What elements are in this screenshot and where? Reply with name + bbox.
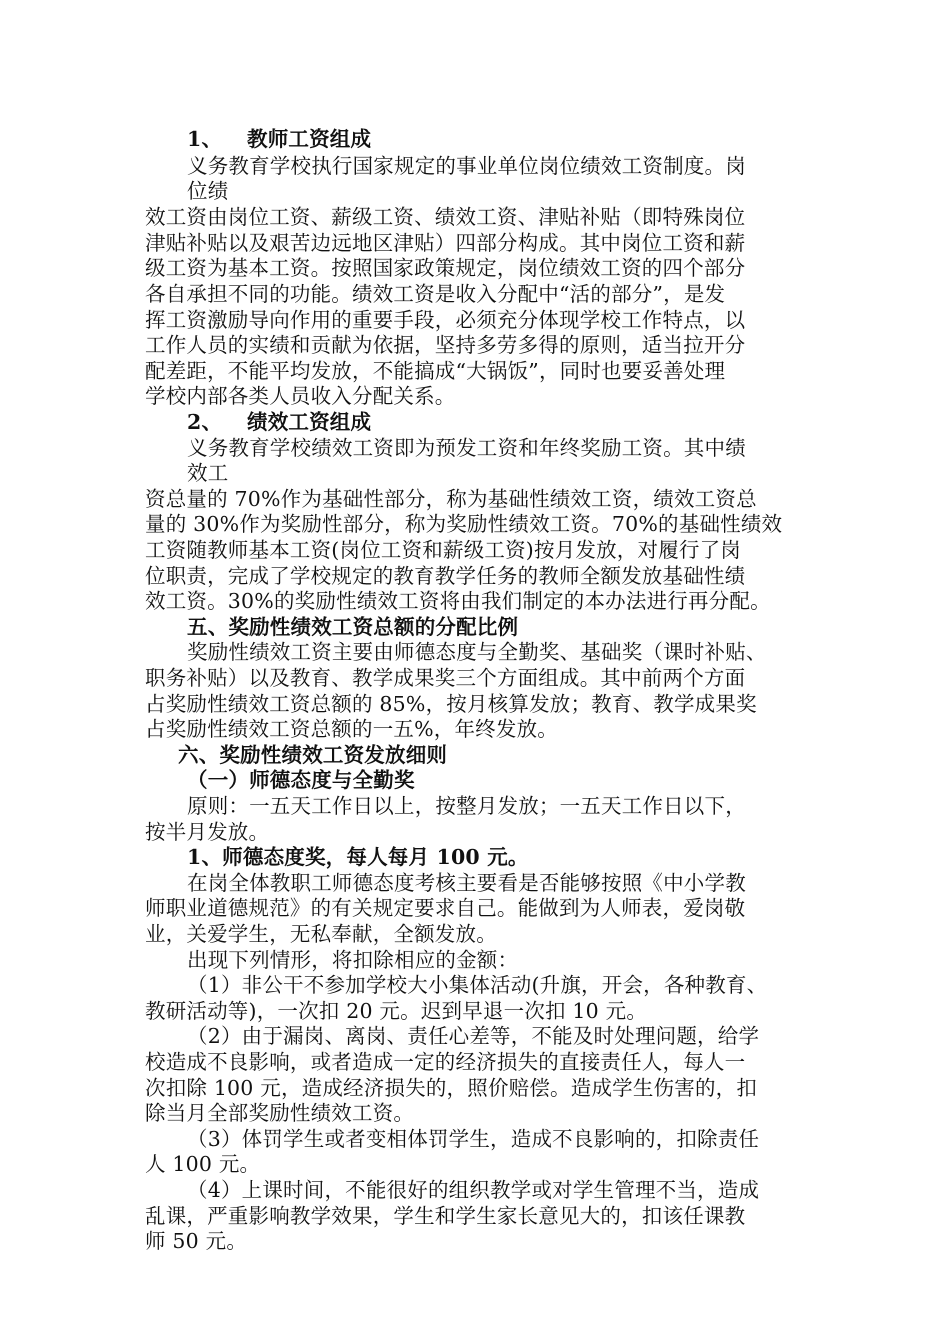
paragraph-line: 次扣除 100 元，造成经济损失的，照价赔偿。造成学生伤害的，扣 (145, 1076, 758, 1100)
paragraph-line: 位职责，完成了学校规定的教育教学任务的教师全额发放基础性绩 (145, 564, 746, 588)
heading-number: 1、 (187, 127, 223, 151)
paragraph-line: 按半月发放。 (145, 820, 270, 844)
paragraph-line: 级工资为基本工资。按照国家政策规定，岗位绩效工资的四个部分 (145, 256, 746, 280)
paragraph-line: 除当月全部奖励性绩效工资。 (145, 1101, 415, 1125)
paragraph-line: 效工 (187, 461, 229, 485)
paragraph-line: （4）上课时间，不能很好的组织教学或对学生管理不当，造成 (187, 1178, 760, 1202)
heading-text: 绩效工资组成 (247, 410, 372, 434)
subsection-heading: （一）师德态度与全勤奖 (187, 768, 415, 792)
section-heading-2 (187, 408, 371, 436)
section-heading-5: 五、奖励性绩效工资总额的分配比例 (187, 615, 519, 639)
paragraph-line: 奖励性绩效工资主要由师德态度与全勤奖、基础奖（课时补贴、 (187, 640, 767, 664)
paragraph-line: 量的 30%作为奖励性部分，称为奖励性绩效工资。70%的基础性绩效 (145, 512, 783, 536)
section-heading-1 (187, 125, 371, 153)
paragraph-line: （3）体罚学生或者变相体罚学生，造成不良影响的，扣除责任 (187, 1127, 760, 1151)
paragraph-line: 效工资。30%的奖励性绩效工资将由我们制定的本办法进行再分配。 (145, 589, 771, 613)
paragraph-line: 业，关爱学生，无私奉献，全额发放。 (145, 922, 497, 946)
paragraph-line: 资总量的 70%作为基础性部分，称为基础性绩效工资，绩效工资总 (145, 487, 757, 511)
paragraph-line: 位绩 (187, 179, 229, 203)
paragraph-line: 出现下列情形，将扣除相应的金额： (187, 948, 519, 972)
paragraph-line: 师职业道德规范》的有关规定要求自己。能做到为人师表，爱岗敬 (145, 896, 746, 920)
paragraph-line: 职务补贴）以及教育、教学成果奖三个方面组成。其中前两个方面 (145, 666, 746, 690)
paragraph-line: 师 50 元。 (145, 1229, 248, 1253)
paragraph-line: 工作人员的实绩和贡献为依据，坚持多劳多得的原则，适当拉开分 (145, 333, 746, 357)
paragraph-line: 原则：一五天工作日以上，按整月发放；一五天工作日以下， (187, 794, 746, 818)
paragraph-line: 津贴补贴以及艰苦边远地区津贴）四部分构成。其中岗位工资和薪 (145, 231, 746, 255)
paragraph-line: 人 100 元。 (145, 1152, 261, 1176)
paragraph-line: 工资随教师基本工资(岗位工资和薪级工资)按月发放，对履行了岗 (145, 538, 741, 562)
paragraph-line: 占奖励性绩效工资总额的一五%，年终发放。 (145, 717, 558, 741)
paragraph-line: 校造成不良影响，或者造成一定的经济损失的直接责任人，每人一 (145, 1050, 746, 1074)
paragraph-line: 各自承担不同的功能。绩效工资是收入分配中“活的部分”，是发 (145, 282, 726, 306)
paragraph-line: （1）非公干不参加学校大小集体活动(升旗，开会，各种教育、 (187, 973, 768, 997)
paragraph-line: 挥工资激励导向作用的重要手段，必须充分体现学校工作特点，以 (145, 308, 746, 332)
paragraph-line: 在岗全体教职工师德态度考核主要看是否能够按照《中小学教 (187, 871, 746, 895)
paragraph-line: 义务教育学校绩效工资即为预发工资和年终奖励工资。其中绩 (187, 436, 746, 460)
item-heading: 1、师德态度奖，每人每月 100 元。 (187, 845, 529, 869)
heading-number: 2、 (187, 410, 223, 434)
paragraph-line: 配差距，不能平均发放，不能搞成“大锅饭”，同时也要妥善处理 (145, 359, 726, 383)
heading-text: 教师工资组成 (247, 127, 372, 151)
paragraph-line: 学校内部各类人员收入分配关系。 (145, 384, 456, 408)
paragraph-line: 占奖励性绩效工资总额的 85%，按月核算发放；教育、教学成果奖 (145, 692, 757, 716)
section-heading-6: 六、奖励性绩效工资发放细则 (178, 743, 448, 767)
paragraph-line: （2）由于漏岗、离岗、责任心差等，不能及时处理问题，给学 (187, 1024, 760, 1048)
paragraph-line: 乱课，严重影响教学效果，学生和学生家长意见大的，扣该任课教 (145, 1204, 746, 1228)
paragraph-line: 义务教育学校执行国家规定的事业单位岗位绩效工资制度。岗 (187, 154, 746, 178)
paragraph-line: 教研活动等)，一次扣 20 元。迟到早退一次扣 10 元。 (145, 999, 648, 1023)
paragraph-line: 效工资由岗位工资、薪级工资、绩效工资、津贴补贴（即特殊岗位 (145, 205, 746, 229)
